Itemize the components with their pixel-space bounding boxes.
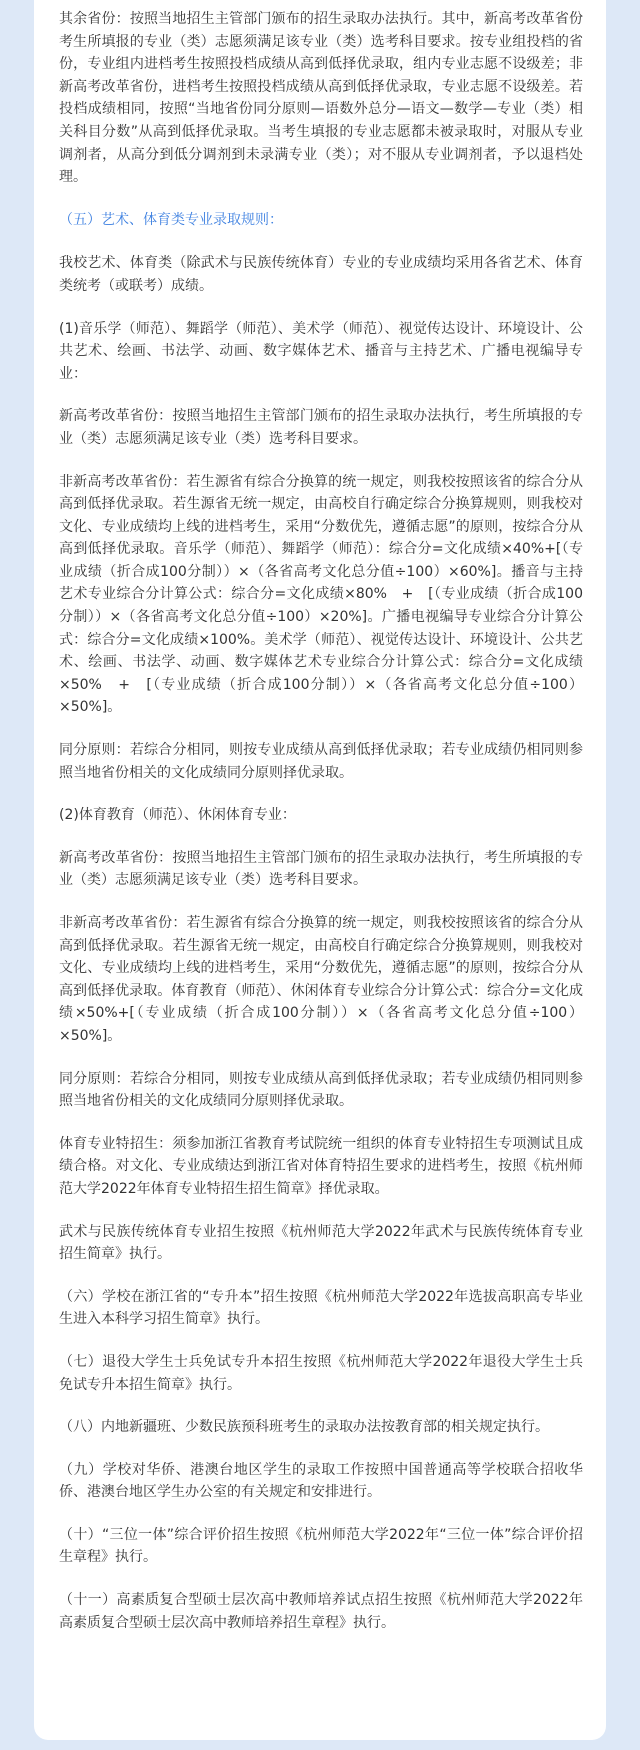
paragraph-section-7: （七）退役大学生士兵免试专升本招生按照《杭州师范大学2022年退役大学生士兵免试专升本招生简章》执行。	[59, 1353, 583, 1393]
paragraph-section-8: （八）内地新疆班、少数民族预科班考生的录取办法按教育部的相关规定执行。	[59, 1419, 549, 1436]
paragraph-section-10: （十）“三位一体”综合评价招生按照《杭州师范大学2022年“三位一体”综合评价招生章程》执行。	[59, 1526, 583, 1566]
paragraph-art-new-gaokao: 新高考改革省份：按照当地招生主管部门颁布的招生录取办法执行，考生所填报的专业（类）志愿须满足该专业（类）选考科目要求。	[59, 408, 583, 447]
section-heading-art-sports: （五）艺术、体育类专业录取规则：	[59, 211, 283, 228]
article-card	[34, 0, 606, 1740]
paragraph-sports-majors-list: (2)体育教育（师范）、休闲体育专业：	[59, 807, 296, 824]
paragraph-art-tie-rule: 同分原则：若综合分相同，则按专业成绩从高到低择优录取；若专业成绩仍相同则参照当地省份相关的文化成绩同分原则择优录取。	[59, 742, 583, 781]
paragraph-sports-special-admission: 体育专业特招生：须参加浙江省教育考试院统一组织的体育专业特招生专项测试且成绩合格。对文化、专业成绩达到浙江省对体育特招生要求的进档考生，按照《杭州师范大学2022年体育专业特招生招生简章》择优录取。	[59, 1135, 583, 1197]
paragraph-martial-arts: 武术与民族传统体育专业招生按照《杭州师范大学2022年武术与民族传统体育专业招生简章》执行。	[59, 1223, 583, 1263]
paragraph-other-provinces: 其余省份：按照当地招生主管部门颁布的招生录取办法执行。其中，新高考改革省份考生所填报的专业（类）志愿须满足该专业（类）选考科目要求。按专业组投档的省份，专业组内进档考生按照投档成绩从高到低择优录取，组内专业志愿不设级差；非新高考改革省份，进档考生按照投档成绩从高到低择优录取，专业志愿不设级差。若投档成绩相同，按照“当地省份同分原则—语数外总分—语文—数学—专业（类）相关科目分数”从高到低择优录取。当考生填报的专业志愿都未被录取时，对服从专业调剂者，从高分到低分调剂到未录满专业（类）；对不服从专业调剂者，予以退档处理。	[59, 11, 583, 186]
paragraph-section-9: （九）学校对华侨、港澳台地区学生的录取工作按照中国普通高等学校联合招收华侨、港澳台地区学生办公室的有关规定和安排进行。	[59, 1461, 583, 1501]
paragraph-art-sports-scores: 我校艺术、体育类（除武术与民族传统体育）专业的专业成绩均采用各省艺术、体育类统考（或联考）成绩。	[59, 255, 583, 294]
paragraph-sports-tie-rule: 同分原则：若综合分相同，则按专业成绩从高到低择优录取；若专业成绩仍相同则参照当地省份相关的文化成绩同分原则择优录取。	[59, 1070, 583, 1110]
paragraph-art-non-new-gaokao: 非新高考改革省份：若生源省有综合分换算的统一规定，则我校按照该省的综合分从高到低择优录取。若生源省无统一规定，由高校自行确定综合分换算规则，则我校对文化、专业成绩均上线的进档考生，采用“分数优先，遵循志愿”的原则，按综合分从高到低择优录取。音乐学（师范）、舞蹈学（师范）：综合分=文化成绩×40%+[（专业成绩（折合成100分制））×（各省高考文化总分值÷100）×60%]。播音与主持艺术专业综合分计算公式：综合分=文化成绩×80% + [（专业成绩（折合成100分制））×（各省高考文化总分值÷100）×20%]。广播电视编导专业综合分计算公式：综合分=文化成绩×100%。美术学（师范）、视觉传达设计、环境设计、公共艺术、绘画、书法学、动画、数字媒体艺术专业综合分计算公式：综合分=文化成绩×50% + [（专业成绩（折合成100分制））×（各省高考文化总分值÷100）×50%]。	[59, 473, 583, 716]
paragraph-sports-non-new-gaokao: 非新高考改革省份：若生源省有综合分换算的统一规定，则我校按照该省的综合分从高到低择优录取。若生源省无统一规定，由高校自行确定综合分换算规则，则我校对文化、专业成绩均上线的进档考生，采用“分数优先，遵循志愿”的原则，按综合分从高到低择优录取。体育教育（师范）、休闲体育专业综合分计算公式：综合分=文化成绩×50%+[（专业成绩（折合成100分制））×（各省高考文化总分值÷100）×50%]。	[59, 915, 583, 1044]
paragraph-section-11: （十一）高素质复合型硕士层次高中教师培养试点招生按照《杭州师范大学2022年高素质复合型硕士层次高中教师培养招生章程》执行。	[59, 1592, 583, 1631]
paragraph-art-majors-list: (1)音乐学（师范）、舞蹈学（师范）、美术学（师范）、视觉传达设计、环境设计、公共艺术、绘画、书法学、动画、数字媒体艺术、播音与主持艺术、广播电视编导专业：	[59, 320, 583, 382]
paragraph-sports-new-gaokao: 新高考改革省份：按照当地招生主管部门颁布的招生录取办法执行，考生所填报的专业（类）志愿须满足该专业（类）选考科目要求。	[59, 849, 583, 889]
paragraph-section-6: （六）学校在浙江省的“专升本”招生按照《杭州师范大学2022年选拔高职高专毕业生进入本科学习招生简章》执行。	[59, 1288, 583, 1328]
